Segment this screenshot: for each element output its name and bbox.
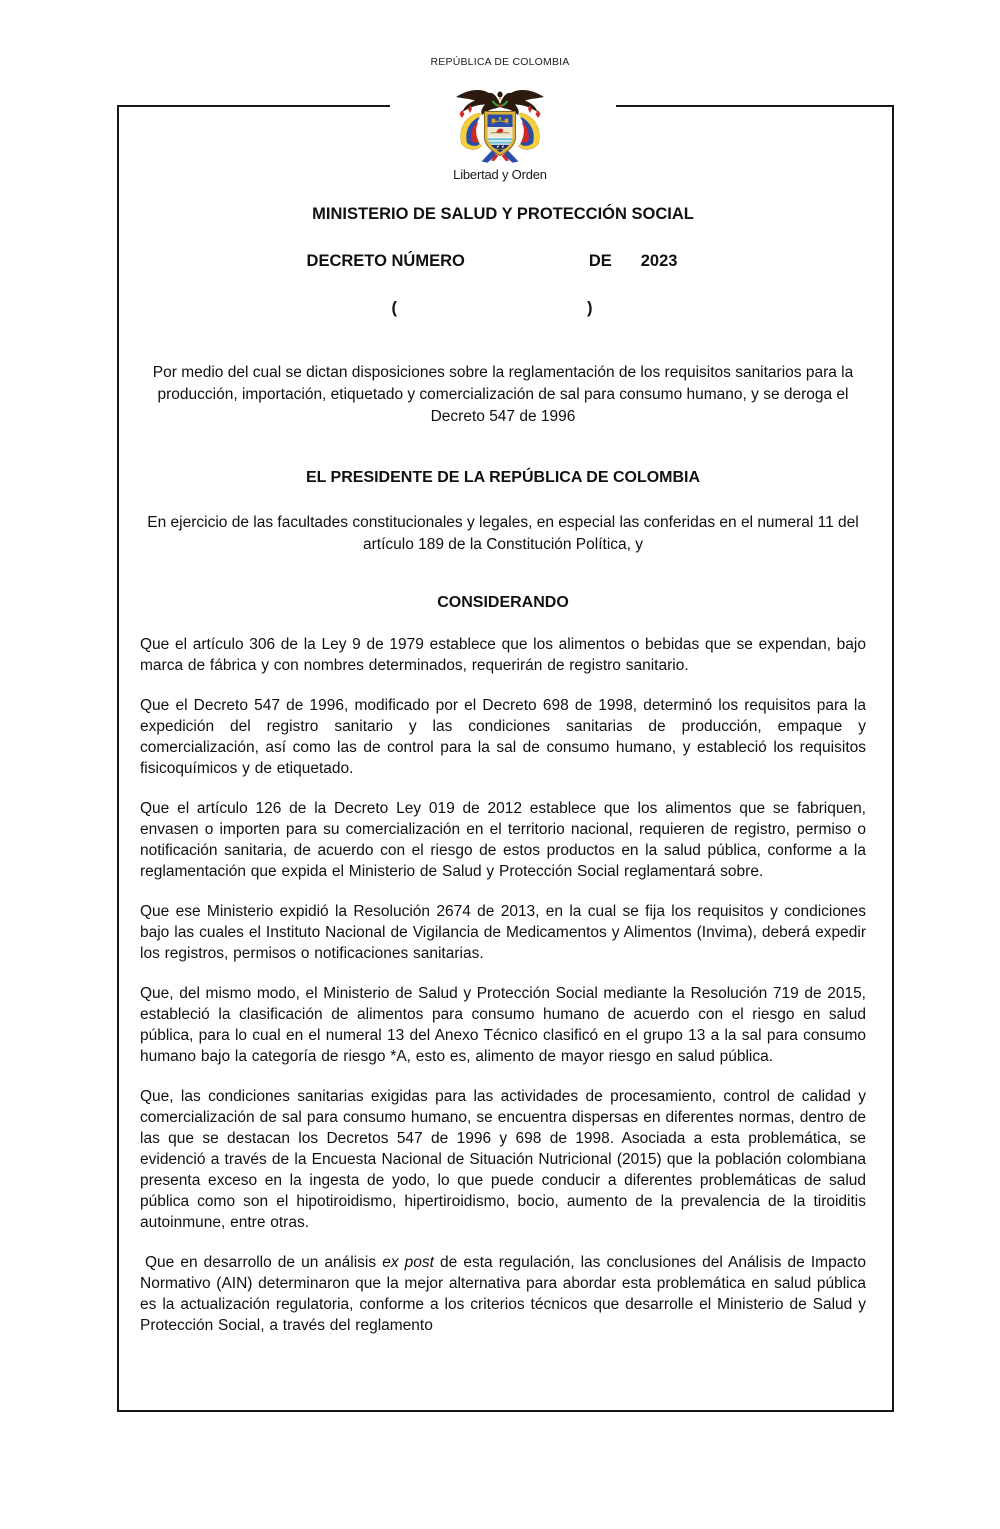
condor-head — [497, 92, 502, 98]
ex-post-italic: ex post — [382, 1254, 434, 1271]
considerando-paragraph-4: Que ese Ministerio expidió la Resolución 2674 de 2013, en la cual se fija los requisitos y condiciones bajo las cuales el Instituto Nacional de Vigilancia de Medicamentos y Alimentos (Invima), deberá expedir los registros, permisos o notificaciones sanitarias. — [140, 903, 866, 962]
paren-open: ( — [391, 299, 397, 317]
document-content — [119, 204, 892, 1336]
document-frame — [117, 105, 894, 1412]
republic-label: REPÚBLICA DE COLOMBIA — [430, 56, 570, 68]
coat-of-arms-motto: Libertad y Orden — [453, 167, 547, 182]
paragraph-text-segment: Que en desarrollo de un análisis — [145, 1254, 383, 1271]
authority-statement: En ejercicio de las facultades constitucionales y legales, en especial las conferidas en el numeral 11 del artículo 189 de la Constitución Política, y — [147, 514, 859, 553]
decree-number-parens — [129, 298, 855, 318]
ministry-title: MINISTERIO DE SALUD Y PROTECCIÓN SOCIAL — [312, 205, 694, 223]
considerando-paragraph-5: Que, del mismo modo, el Ministerio de Salud y Protección Social mediante la Resolución 719 de 2015, estableció la clasificación de alimentos para consumo humano de acuerdo con el riesgo en salud pública, para lo cual en el numeral 13 del Anexo Técnico clasificó en el grupo 13 a la sal para consumo humano bajo la categoría de riesgo *A, esto es, alimento de mayor riesgo en salud pública. — [140, 985, 866, 1065]
colombia-coat-of-arms-icon — [448, 86, 552, 166]
decree-number-label: DECRETO NÚMERO — [306, 252, 465, 270]
considerando-paragraph-3: Que el artículo 126 de la Decreto Ley 019 de 2012 establece que los alimentos que se fabriquen, envasen o importen para su comercialización en el territorio nacional, requieren de registro, permiso o notificación sanitaria, de acuerdo con el riesgo de estos productos en la salud pública, conforme a la reglamentación que expida el Ministerio de Salud y Protección Social reglamentará sobre. — [140, 800, 866, 880]
decree-de-label: DE — [588, 252, 612, 270]
coat-of-arms-block — [380, 86, 620, 182]
decree-year: 2023 — [640, 252, 678, 270]
paragraph-text-segment: de esta regulación, las conclusiones del Análisis de Impacto Normativo (AIN) determinaron que la mejor alternativa para abordar esta problemática en salud pública es la actualización regulatoria, conforme a los criterios técnicos que desarrolle el Ministerio de Salud y Protección Social, a través del reglamento — [140, 1254, 866, 1334]
decree-subject: Por medio del cual se dictan disposiciones sobre la reglamentación de los requisitos sanitarios para la producción, importación, etiquetado y comercialización de sal para consumo humano, y se deroga el Decreto 547 de 1996 — [152, 364, 854, 425]
flag-drape-left — [461, 113, 482, 149]
condor-beak — [499, 97, 502, 100]
paren-close: ) — [587, 299, 593, 317]
considerando-paragraph-1: Que el artículo 306 de la Ley 9 de 1979 establece que los alimentos o bebidas que se expendan, bajo marca de fábrica y con nombres determinados, requerirán de registro sanitario. — [140, 636, 866, 674]
decree-number-row — [129, 251, 855, 271]
considerando-paragraph-7 — [140, 1252, 866, 1336]
considerando-paragraph-6: Que, las condiciones sanitarias exigidas para las actividades de procesamiento, control de calidad y comercialización de sal para consumo humano, se encuentra dispersas en diferentes normas, dentro de las que se destacan los Decretos 547 de 1996 y 698 de 1998. Asociada a esta problemática, se evidenció a través de la Encuesta Nacional de Situación Nutricional (2015) que la población colombiana presenta exceso en la ingesta de yodo, lo que puede conducir a diferentes problemáticas de salud pública como son el hipotiroidismo, hipertiroidismo, bocio, aumento de la prevalencia de la tiroiditis autoinmune, entre otras. — [140, 1088, 866, 1231]
issuer-title: EL PRESIDENTE DE LA REPÚBLICA DE COLOMBIA — [305, 469, 701, 486]
wreath-tassel — [499, 105, 502, 108]
flag-drape-right — [519, 113, 540, 149]
considerando-heading: CONSIDERANDO — [437, 594, 569, 611]
considerando-paragraph-2: Que el Decreto 547 de 1996, modificado por el Decreto 698 de 1998, determinó los requisitos para la expedición del registro sanitario y las condiciones sanitarias de producción, empaque y comercialización, así como las de control para la sal de consumo humano, y estableció los requisitos fisicoquímicos y de etiquetado. — [140, 697, 866, 777]
